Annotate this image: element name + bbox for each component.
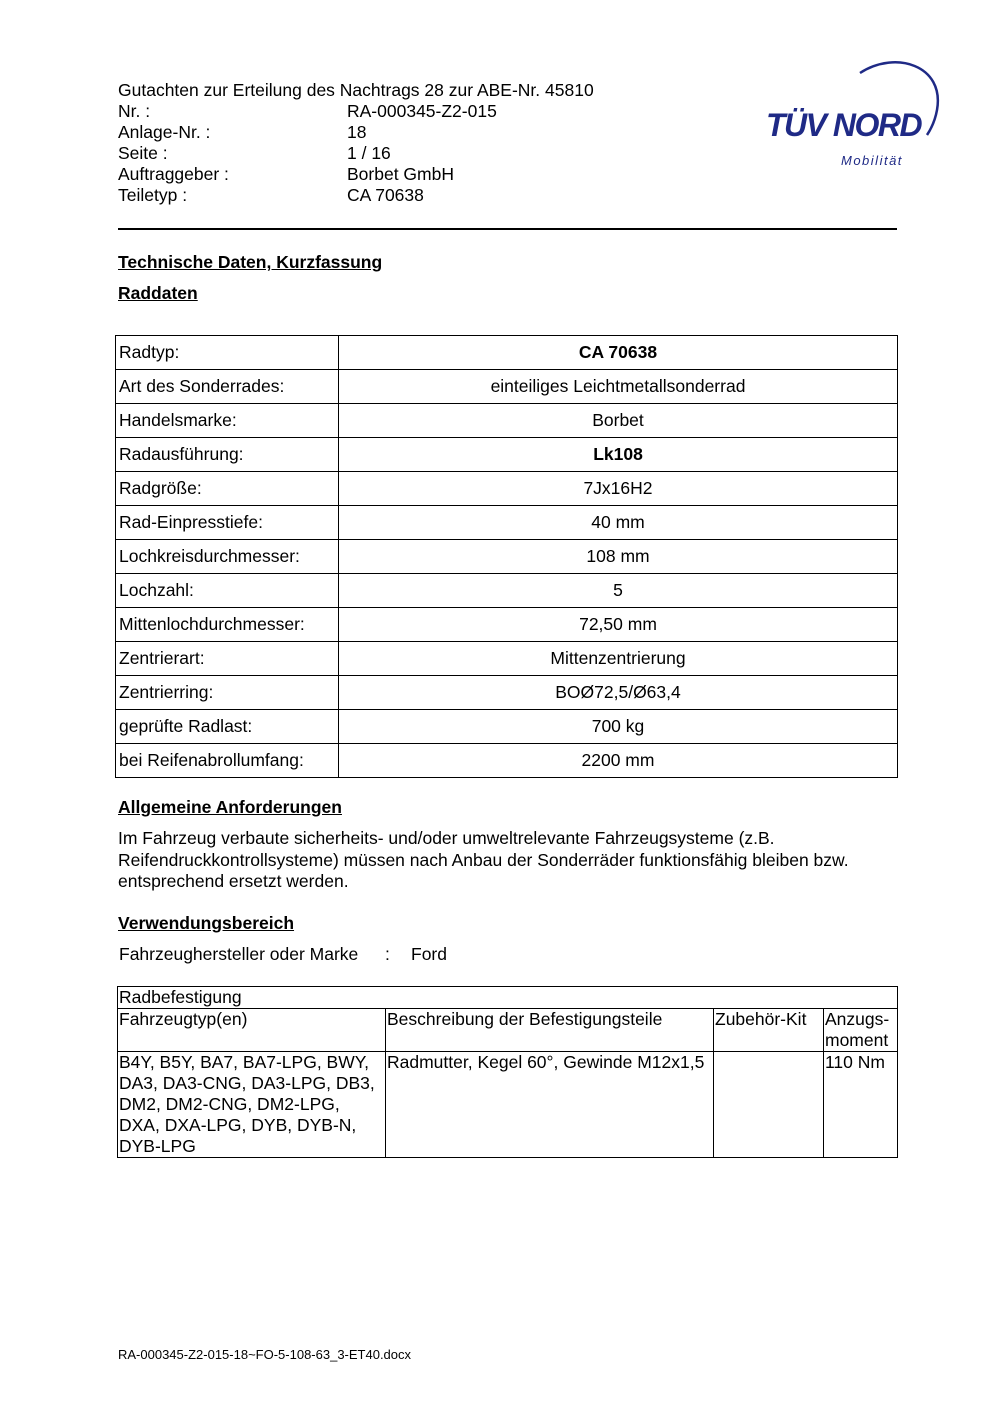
field-value: CA 70638	[347, 185, 424, 205]
spec-label: geprüfte Radlast:	[116, 710, 339, 744]
fixing-title: Radbefestigung	[118, 987, 898, 1009]
spec-label: Mittenlochdurchmesser:	[116, 608, 339, 642]
header-field-nr	[118, 101, 594, 122]
field-value: Borbet GmbH	[347, 164, 454, 184]
heading-technische-daten: Technische Daten, Kurzfassung	[118, 252, 383, 272]
tuv-nord-logo	[760, 55, 945, 175]
spec-label: Lochzahl:	[116, 574, 339, 608]
header-title: Gutachten zur Erteilung des Nachtrags 28 zur ABE-Nr. 45810	[118, 80, 594, 100]
spec-label: Zentrierart:	[116, 642, 339, 676]
wheel-spec-table	[115, 335, 898, 778]
field-label: Seite :	[118, 143, 168, 163]
manufacturer-separator: :	[385, 944, 390, 964]
spec-value: einteiliges Leichtmetallsonderrad	[339, 370, 898, 404]
logo-wordmark: TÜV NORD	[766, 107, 922, 143]
header-field-teiletyp	[118, 185, 594, 206]
table-row	[116, 540, 898, 574]
spec-value: Lk108	[339, 438, 898, 472]
spec-label: Zentrierring:	[116, 676, 339, 710]
field-label: Teiletyp :	[118, 185, 188, 205]
table-row	[116, 642, 898, 676]
table-row	[116, 676, 898, 710]
heading-allgemeine-anforderungen: Allgemeine Anforderungen	[118, 797, 342, 817]
spec-value: 108 mm	[339, 540, 898, 574]
table-row	[116, 710, 898, 744]
field-label: Anlage-Nr. :	[118, 122, 211, 142]
spec-value: Borbet	[339, 404, 898, 438]
spec-label: Handelsmarke:	[116, 404, 339, 438]
spec-value: CA 70638	[339, 336, 898, 370]
header-field-auftraggeber	[118, 164, 594, 185]
footer-filename: RA-000345-Z2-015-18~FO-5-108-63_3-ET40.docx	[118, 1347, 412, 1362]
manufacturer-value: Ford	[411, 944, 447, 964]
spec-value: 7Jx16H2	[339, 472, 898, 506]
spec-value: Mittenzentrierung	[339, 642, 898, 676]
spec-label: Radausführung:	[116, 438, 339, 472]
table-row	[116, 574, 898, 608]
wheel-fixing-table	[117, 986, 898, 1158]
manufacturer-label: Fahrzeughersteller oder Marke	[119, 944, 359, 964]
spec-value: 40 mm	[339, 506, 898, 540]
logo-graphic	[760, 55, 945, 175]
column-header: Fahrzeugtyp(en)	[118, 1009, 386, 1052]
document-header	[118, 80, 594, 206]
header-field-anlage	[118, 122, 594, 143]
table-row	[116, 336, 898, 370]
heading-raddaten: Raddaten	[118, 283, 198, 303]
field-label: Nr. :	[118, 101, 151, 121]
spec-value: BOØ72,5/Ø63,4	[339, 676, 898, 710]
table-header-row	[118, 1009, 898, 1052]
column-header: Beschreibung der Befestigungsteile	[386, 1009, 714, 1052]
column-header: Anzugs-moment	[824, 1009, 898, 1052]
column-header: Zubehör-Kit	[714, 1009, 824, 1052]
vehicle-types-cell: B4Y, B5Y, BA7, BA7-LPG, BWY, DA3, DA3-CNG, DA3-LPG, DB3, DM2, DM2-CNG, DM2-LPG, DXA, DXA-LPG, DYB, DYB-N, DYB-LPG	[118, 1052, 386, 1158]
spec-label: Rad-Einpresstiefe:	[116, 506, 339, 540]
fixing-description-cell: Radmutter, Kegel 60°, Gewinde M12x1,5	[386, 1052, 714, 1158]
field-value: RA-000345-Z2-015	[347, 101, 497, 121]
table-row	[118, 1052, 898, 1158]
field-value: 18	[347, 122, 367, 142]
spec-value: 2200 mm	[339, 744, 898, 778]
spec-value: 5	[339, 574, 898, 608]
spec-label: Art des Sonderrades:	[116, 370, 339, 404]
torque-cell: 110 Nm	[824, 1052, 898, 1158]
table-row	[116, 370, 898, 404]
spec-label: bei Reifenabrollumfang:	[116, 744, 339, 778]
requirements-paragraph: Im Fahrzeug verbaute sicherheits- und/oder umweltrelevante Fahrzeugsysteme (z.B. Reifendruckkontrollsysteme) müssen nach Anbau der Sonderräder funktionsfähig bleiben bzw. entsprechend ersetzt werden.	[118, 828, 849, 891]
field-value: 1 / 16	[347, 143, 391, 163]
table-row	[118, 987, 898, 1009]
logo-subtitle: Mobilität	[841, 153, 903, 168]
table-row	[116, 438, 898, 472]
spec-value: 700 kg	[339, 710, 898, 744]
table-row	[116, 506, 898, 540]
heading-verwendungsbereich: Verwendungsbereich	[118, 913, 295, 933]
table-row	[116, 404, 898, 438]
field-label: Auftraggeber :	[118, 164, 229, 184]
table-row	[116, 744, 898, 778]
spec-label: Radtyp:	[116, 336, 339, 370]
accessory-kit-cell	[714, 1052, 824, 1158]
spec-label: Lochkreisdurchmesser:	[116, 540, 339, 574]
spec-value: 72,50 mm	[339, 608, 898, 642]
header-field-seite	[118, 143, 594, 164]
spec-label: Radgröße:	[116, 472, 339, 506]
table-row	[116, 608, 898, 642]
header-divider	[118, 228, 897, 230]
table-row	[116, 472, 898, 506]
